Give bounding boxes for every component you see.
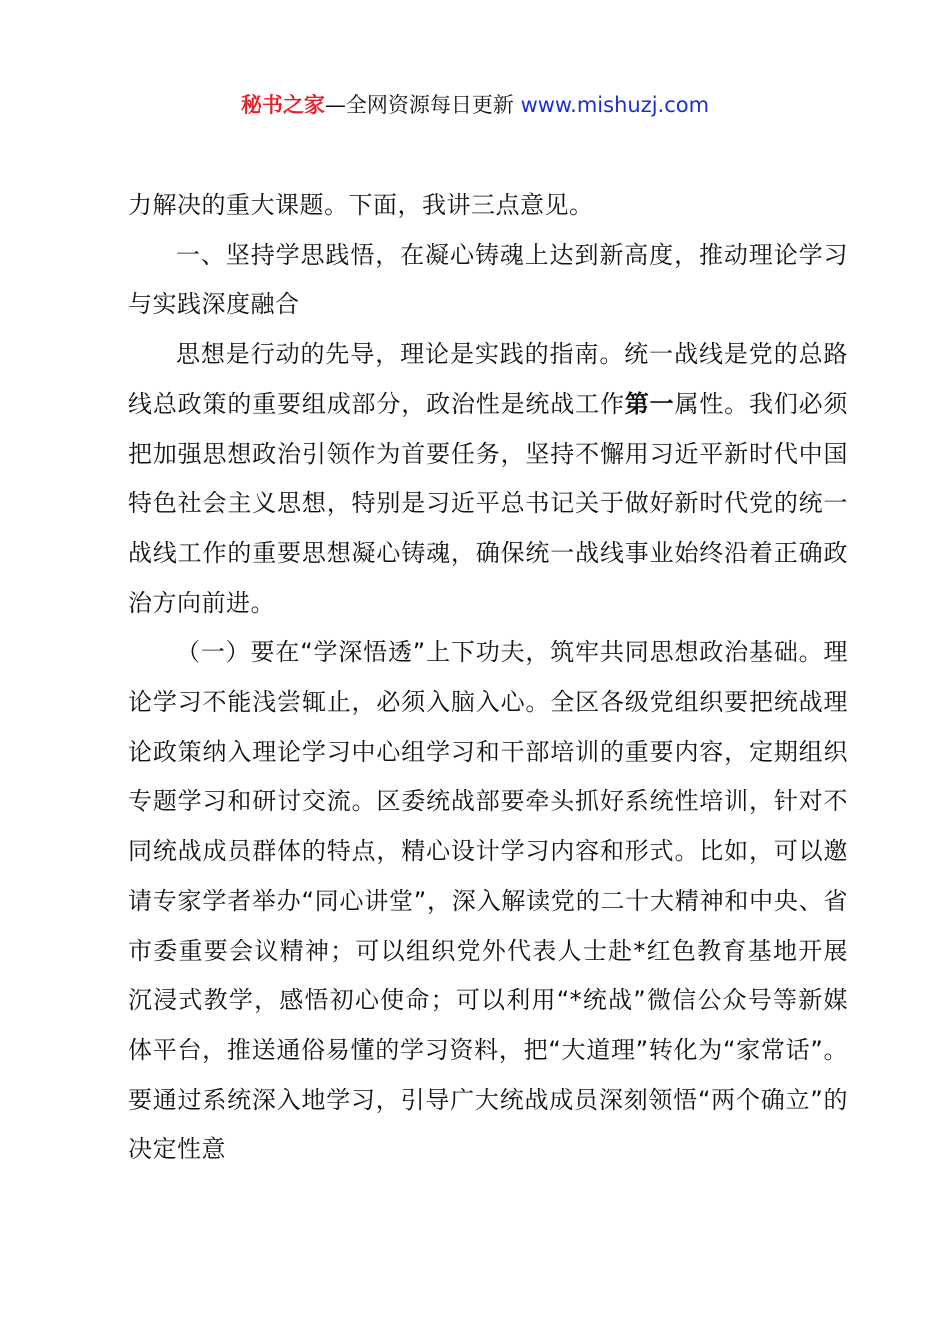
paragraph-intro-text-b: 属性。我们必须把加强思想政治引领作为首要任务，坚持不懈用习近平新时代中国特色社会主义思想，特别是习近平总书记关于做好新时代党的统一战线工作的重要思想凝心铸魂，确保统一战线事业始终沿着正确政治方向前进。	[128, 389, 849, 617]
site-header	[0, 88, 950, 122]
paragraph-intro	[128, 330, 848, 628]
paragraph-continuation: 力解决的重大课题。下面，我讲三点意见。	[128, 191, 594, 219]
paragraph-intro-bold: 第一	[624, 389, 675, 418]
site-brand: 秘书之家	[240, 93, 325, 117]
section-heading: 一、坚持学思践悟，在凝心铸魂上达到新高度，推动理论学习与实践深度融合	[128, 240, 848, 319]
site-slogan: —全网资源每日更新	[324, 93, 514, 117]
paragraph-subsection-one: （一）要在“学深悟透”上下功夫，筑牢共同思想政治基础。理论学习不能浅尝辄止，必须入脑入心。全区各级党组织要把统战理论政策纳入理论学习中心组学习和干部培训的重要内容，定期组织专题学习和研讨交流。区委统战部要牵头抓好系统性培训，针对不同统战成员群体的特点，精心设计学习内容和形式。比如，可以邀请专家学者举办“同心讲堂”，深入解读党的二十大精神和中央、省市委重要会议精神；可以组织党外代表人士赴*红色教育基地开展沉浸式教学，感悟初心使命；可以利用“*统战”微信公众号等新媒体平台，推送通俗易懂的学习资料，把“大道理”转化为“家常话”。要通过系统深入地学习，引导广大统战成员深刻领悟“两个确立”的决定性意	[128, 638, 848, 1164]
document-body	[128, 181, 848, 1175]
site-url-link[interactable]: www.mishuzj.com	[520, 93, 710, 117]
paragraph-intro-text-a: 思想是行动的先导，理论是实践的指南。统一战线是党的总路线总政策的重要组成部分，政治性是统战工作	[128, 340, 848, 418]
